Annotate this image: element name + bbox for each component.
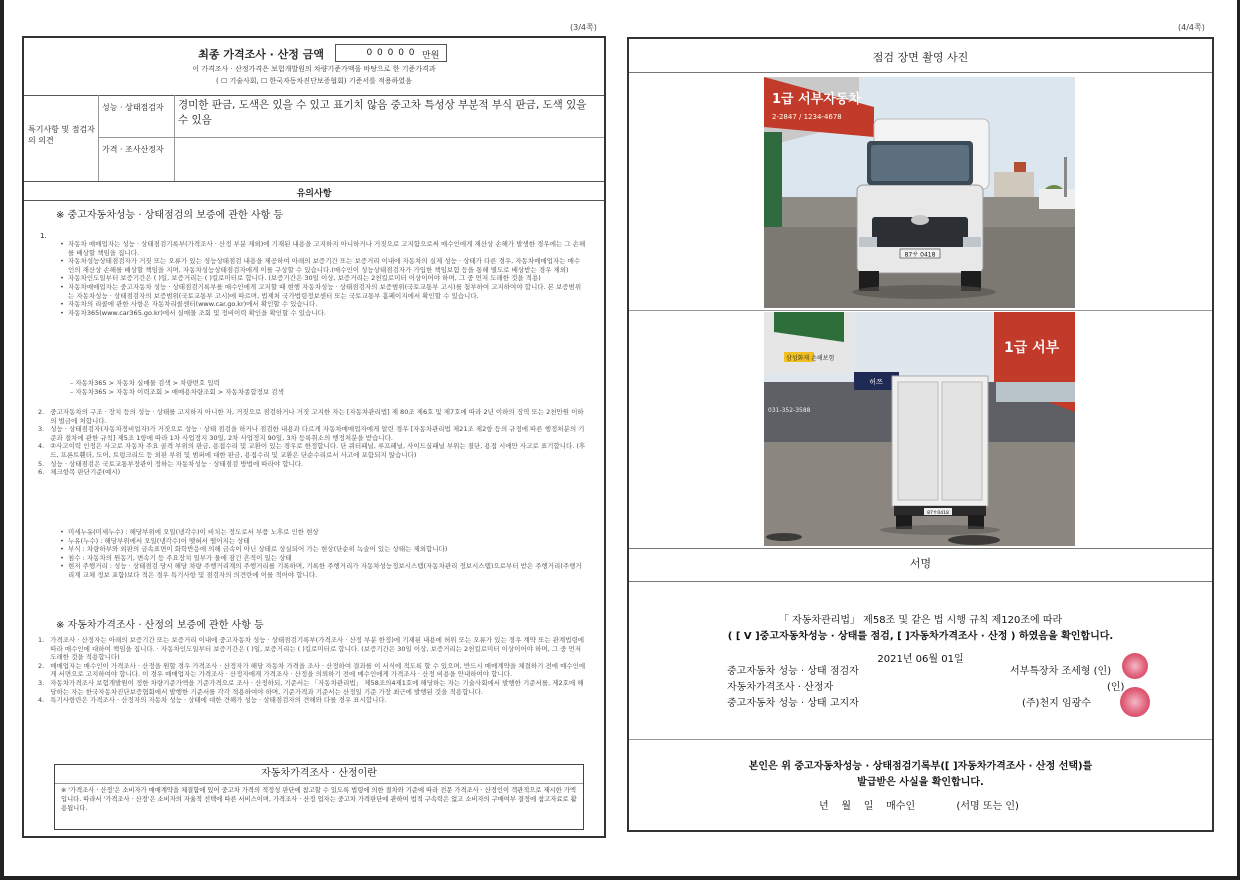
notice-bullet: • 자동차매매업자는 중고자동차 성능 · 상태점검기록부를 매수인에게 고지할 때 현행 자동차성능 · 상태점검자의 보증범위(국토교통부 고시)를 첨부하여 고지하여야 합니다. 본 보증범위는 자동차성능 · 상태점검자의 보증범위(국토교통부 고시)에 따르며, 법제처 국가법령정보센터 또는 국토교통부 홈페이지에서 확인할 수 있습니다. [58,283,586,300]
truck-front-photo-image [764,77,1075,308]
divider [629,310,1212,311]
divider [629,581,1212,582]
divider [98,95,99,181]
divider [24,181,604,182]
final-price-note-1: 이 가격조사 · 산정가격은 보험개발원의 차량기준가액을 바탕으로 한 기준가격과 [192,65,436,73]
divider [629,72,1212,73]
price-assessment-info-box [54,764,584,830]
price-assessment-box-title: 자동차가격조사 · 산정이란 [55,765,583,784]
notice-sub-item: – 자동차365 > 자동차 실매물 검색 > 차량번호 입력 [70,379,220,387]
notice-section-1-sublist [70,379,580,396]
buyer-signature-line: 년 월 일 매수인 (서명 또는 인) [819,801,1019,812]
final-price-title: 최종 가격조사 · 산정 금액 [198,48,324,61]
law-reference-line: 「 자동차관리법」 제58조 및 같은 법 시행 규칙 제120조에 따라 [778,615,1063,626]
notices-heading: 유의사항 [296,189,332,199]
inspector-label: 성능 · 상태점검자 [102,103,164,112]
notice-bullet: • 자동차인도일부터 보증기간은 ( )일, 보증거리는 ( )킬로미터로 합니다. (보증기간은 30일 이상, 보증거리는 2천킬로미터 이상이어야 하며, 그 중 먼저 도래한 것을 적용) [58,274,586,283]
signer-name-inspector: 서부특장차 조세형 (인) [1010,666,1112,677]
notice-item: 5. 성능 · 상태점검은 국토교통부장관이 정하는 자동차성능 · 상태점검 방법에 따라야 합니다. [38,459,304,468]
final-price-note-2: ( ☐ 기술사회, ☐ 한국자동차진단보증협회) 기준서를 적용하였음 [216,77,412,85]
svg-text:1급 서부: 1급 서부 [1004,340,1060,356]
divider [629,548,1212,549]
check-criterion: • 미세누유(미세누수) : 해당부위에 오일(냉각수)이 비치는 정도로서 부품 노후로 인한 현상 [58,528,586,537]
price-assessment-box-text: ※ '가격조사 · 산정'은 소비자가 매매계약을 체결함에 있어 중고차 가격의 적정성 판단에 참고할 수 있도록 법령에 의한 절차와 기준에 따라 전문 가격조사 · 산정인이 객관적으로 제시한 가액입니다. 따라서 '가격조사 · 산정'은 소비자의 자율적 선택에 따른 서비스이며, 가격조사 · 산정 업자는 중고차 가격판단에 관하여 법적 구속력은 없고 소비자의 구매여부 결정에 참고자료로 활용됩니다. [61,787,577,812]
notice-item: 6. 체크항목 판단기준(예시) [38,468,121,477]
final-price-amount: 0 0 0 0 0 [366,48,416,58]
viewer-border-left [0,0,4,880]
svg-text:2-2847 / 1234-4678: 2-2847 / 1234-4678 [772,113,842,121]
notice-bullet: • 자동차 매매업자는 성능 · 상태점검기록부(가격조사 · 산정 부분 제외)에 기재된 내용을 고지하지 아니하거나 거짓으로 고지함으로써 매수인에게 재산상 손해가 발생한 경우에는 그 손해를 배상할 책임을 집니다. [58,240,586,257]
check-criterion: • 현저 주행거리 : 성능 · 상태점검 당시 해당 차량 주행거리계의 주행거리를 기록하며, 기록한 주행거리가 자동차성능정보시스템(자동차관리 정보시스템)으로부터 받은 주행거리(주행거리계 교체 정보 포함)보다 적은 경우 특기사항 및 점검자의 의견란에 이를 적어야 합니다. [58,562,586,579]
document-page-right [627,37,1214,832]
notice-section-1-title: ※ 중고자동차성능 · 상태점검의 보증에 관한 사항 등 [56,210,284,221]
svg-text:87サ0418: 87サ0418 [927,511,949,516]
check-criterion: • 누유(누수) : 해당부위에서 오일(냉각수)이 맺혀서 떨어지는 상태 [58,537,586,546]
notice-sub-item: – 자동차365 > 자동차 이력조회 > 매매용차량조회 > 자동차종합정보 검색 [70,387,284,396]
svg-text:1급 서부자동차: 1급 서부자동차 [772,92,861,107]
viewer-border-bottom [0,876,1240,880]
truck-rear-photo-image [764,312,1075,546]
notice-section-1-bullets [58,240,586,317]
divider [174,95,175,181]
signer-role-inspector: 중고자동차 성능 · 상태 점검자 [727,666,859,677]
notice-item: 2. 중고자동차의 구조 · 장치 등의 성능 · 상태를 고지하지 아니한 자, 거짓으로 점검하거나 거짓 고지한 자는 [자동차관리법] 제 80조 제6호 및 제7호에 따라 2년 이하의 징역 또는 2천만원 이하의 벌금에 처합니다. [38,408,584,425]
notice-bullet: • 자동차365(www.car365.go.kr)에서 실매물 조회 및 정비이력 확인을 확인할 수 있습니다. [58,309,586,318]
notice-item: 3. 성능 · 상태점검자(자동차정비업자)가 거짓으로 성능 · 상태 점검을 하거나 점검한 내용과 다르게 자동차매매업자에게 알린 경우 [자동차관리법 제21조 제2항 등의 규정에 따른 행정처분의 기준과 절차에 관한 규칙] 제5조 1항에 따라 1차 사업정지 30일, 2차 사업정지 90일, 3차 등록취소의 행정처분을 받습니다. [38,425,585,442]
signature-section-header: 서명 [909,557,932,570]
signer-name-notifier: (주)천지 임광수 [1022,698,1091,709]
notice-check-criteria [58,528,586,580]
photo-section-header: 점검 장면 촬영 사진 [872,51,969,64]
divider [98,137,604,138]
check-criterion: • 침수 : 자동차의 원동기, 변속기 등 주요장치 일부가 물에 잠긴 흔적이 있는 상태 [58,554,586,563]
final-price-unit: 만원 [422,51,440,61]
signer-role-assessor: 자동차가격조사 · 산정자 [727,682,834,693]
svg-text:삼성화재 손해보험: 삼성화재 손해보험 [786,355,835,362]
notice-item: 4. 특기사항란은 가격조사 · 산정자의 자동차 성능 · 상태에 대한 견해가 성능 · 상태점검자의 견해와 다를 경우 표시합니다. [38,696,387,705]
notice-bullet: • 자동차성능상태점검자가 거짓 또는 오류가 있는 성능상태점검 내용을 제공하여 아래의 보증기간 또는 보증거리 이내에 자동차의 실제 성능 · 상태가 다른 경우, 자동차매매업자는 매수인의 재산상 손해를 배상할 책임을 지며, 자동차성능상태점검자에게 이를 구상할 수 있습니다.(매수인이 성능상태점검자가 가입한 책임보험 등을 통해 별도로 배상받는 경우 제외) [58,257,586,274]
page-number-left: (3/4쪽) [570,23,597,32]
notice-section-1-items [38,408,586,477]
notice-item: 4. ②사고이력 인정은 사고로 자동차 주요 골격 부위의 판금, 용접수리 및 교환이 있는 경우로 한정합니다. 단 쿼터패널, 루프패널, 사이드실패널 부위는 절단, 용접 시에만 사고로 표기합니다. (후드, 프론트휀더, 도어, 트렁크리드 등 외판 부위 및 범퍼에 대한 판금, 용접수리 및 교환은 단순수리로서 사고에 포함되지 않습니다) [38,442,586,459]
notice-item: 1. 가격조사 · 산정자는 아래의 보증기간 또는 보증거리 이내에 중고자동차 성능 · 상태점검기록부(가격조사 · 산정 부분 한정)에 기재된 내용에 허위 또는 오류가 있는 경우 계약 또는 관계법령에 따라 매수인에 대하여 책임을 집니다. · 자동차인도일부터 보증기간은 ( )일, 보증거리는 ( )킬로미터로 합니다. (보증기간은 30일 이상, 보증거리는 2천킬로미터 이상이어야 하며, 그 중 먼저 도래한 것을 적용합니다) [38,636,585,662]
svg-text:87サ 0418: 87サ 0418 [904,251,936,259]
svg-text:031-352-3588: 031-352-3588 [768,407,811,414]
notice-section-1-number: 1. [40,232,47,240]
notice-item: 3. 자동차가격조사 보험개발원이 정한 차량기준가액을 기준가격으로 조사 · 산정하되, 기준서는 「자동차관리법」 제58조의4제1호에 해당하는 자는 기술사회에서 발행한 기준서를, 제2호에 해당하는 자는 한국자동차진단보증협회에서 발행한 기준서를 각각 적용하여야 하며, 기준가격과 기준서는 산정일 기준 가장 최근에 발행된 것을 적용합니다. [38,678,584,696]
signature-date: 2021년 06월 01일 [877,654,964,665]
truck-rear-photo [764,312,1075,546]
check-criterion: • 부식 : 차량하부와 외판의 금속표면이 화학반응에 의해 금속이 아닌 상태로 상실되어 가는 현상(단순히 녹슬어 있는 상태는 제외합니다) [58,545,586,554]
notice-section-2-title: ※ 자동차가격조사 · 산정의 보증에 관한 사항 등 [56,620,264,631]
inspection-confirm-line: ( [ V ]중고자동차성능 · 상태를 점검, [ ]자동차가격조사 · 산정 ) 하였음을 확인합니다. [727,631,1114,642]
notice-section-2-items [38,636,586,705]
notifier-seal-stamp [1120,687,1150,717]
document-page-left [22,36,606,838]
opinion-section-label: 특기사항 및 점검자의 의견 [28,125,95,145]
signer-name-assessor: (인) [1107,682,1125,693]
buyer-confirm-line-1: 본인은 위 중고자동차성능 · 상태점검기록부([ ]자동차가격조사 · 산정 선택)를 [748,761,1093,772]
inspector-seal-stamp [1122,653,1148,679]
truck-front-photo [764,77,1075,308]
svg-text:허쯔: 허쯔 [869,378,883,386]
divider [24,95,604,96]
divider [629,739,1212,740]
notice-bullet: • 자동차의 리콜에 관한 사항은 자동차리콜센터(www.car.go.kr)에서 확인할 수 있습니다. [58,300,586,309]
divider [24,200,604,201]
signer-role-notifier: 중고자동차 성능 · 상태 고지자 [727,698,859,709]
buyer-confirm-line-2: 발급받은 사실을 확인합니다. [857,777,984,788]
notice-item: 2. 매매업자는 매수인이 가격조사 · 산정을 원할 경우 가격조사 · 산정자가 해당 자동차 가격을 조사 · 산정하여 결과를 이 서식에 적도록 할 수 있으며, 반드시 매매계약을 체결하기 전에 매수인에게 서면으로 고지하여야 합니다. 이 경우 매매업자는 가격조사 · 산정자에게 가격조사 · 산정을 의뢰하기 전에 매수인에게 가격조사 · 산정 비용을 안내하여야 합니다. [38,661,586,679]
price-assessor-label: 가격 · 조사산정자 [102,145,164,154]
page-number-right: (4/4쪽) [1178,23,1205,32]
inspector-opinion-text: 경미한 판금, 도색은 있을 수 있고 표기치 않음 중고차 특성상 부분적 부식 판금, 도색 있을 수 있음 [178,99,587,126]
